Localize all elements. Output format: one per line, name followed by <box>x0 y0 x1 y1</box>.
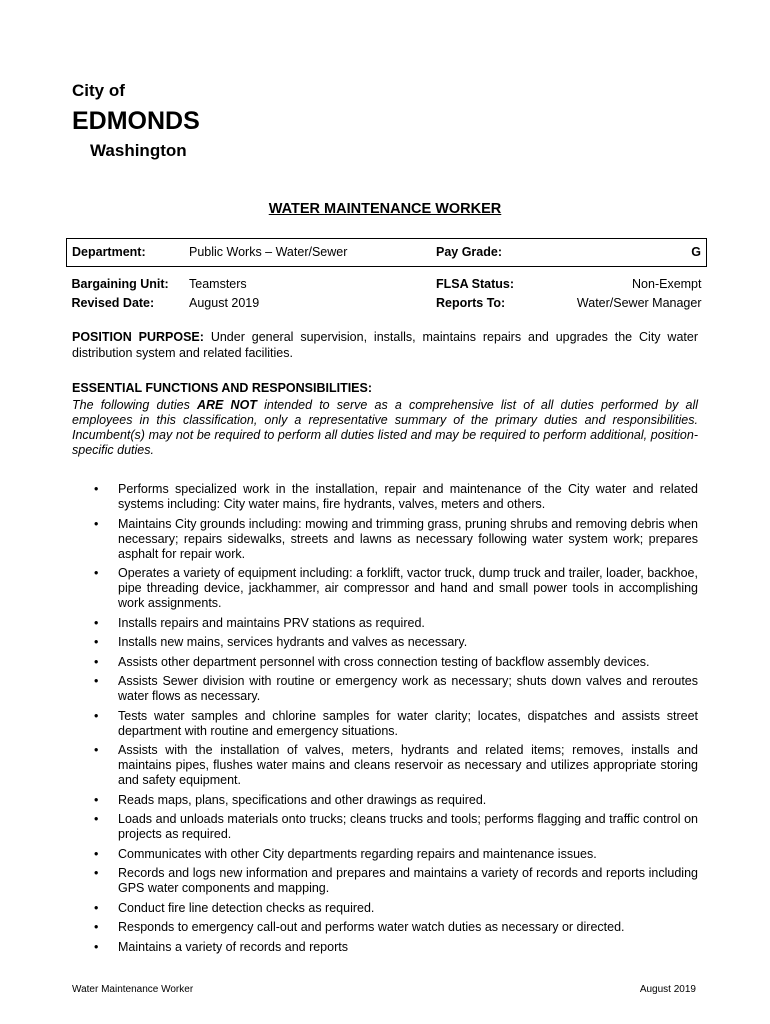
duty-text: Installs new mains, services hydrants and valves as necessary. <box>118 635 468 649</box>
bullet-icon: • <box>94 812 99 826</box>
list-item <box>72 920 698 935</box>
duty-text: Tests water samples and chlorine samples for water clarity; locates, dispatches and assists street department with routine and emergency situations. <box>118 708 698 738</box>
bullet-icon: • <box>94 866 99 880</box>
flsa-value: Non-Exempt <box>632 277 702 291</box>
bullet-icon: • <box>94 615 99 630</box>
bullet-icon: • <box>94 635 99 649</box>
list-item <box>72 793 698 808</box>
department-value: Public Works – Water/Sewer <box>184 239 431 267</box>
city-of-label: City of <box>72 81 125 100</box>
essential-functions-heading: ESSENTIAL FUNCTIONS AND RESPONSIBILITIES: <box>72 381 373 395</box>
reports-to-label: Reports To: <box>436 296 506 310</box>
bullet-icon: • <box>94 566 99 580</box>
duty-text: Performs specialized work in the installation, repair and maintenance of the City water and related systems including: City water mains, fire hydrants, valves, meters and others. <box>118 482 698 511</box>
info-row-bargaining <box>67 275 707 294</box>
revised-value: August 2019 <box>189 296 260 310</box>
duty-text: Maintains City grounds including: mowing and trimming grass, pruning shrubs and removing debris when necessary; repairs sidewalks, streets and lawns as necessary following water system work; prepares asphalt for repair work. <box>118 516 698 561</box>
duty-text: Loads and unloads materials onto trucks; cleans trucks and tools; performs flagging and traffic control on projects as required. <box>118 812 698 841</box>
list-item <box>72 709 698 739</box>
bullet-icon: • <box>94 920 99 934</box>
bullet-icon: • <box>94 708 99 723</box>
list-item <box>72 940 698 955</box>
bullet-icon: • <box>94 482 99 496</box>
list-item <box>72 743 698 788</box>
bullet-icon: • <box>94 846 99 861</box>
intro-post: intended to serve as a comprehensive list of all duties performed by all employees in this classification, only a representative summary of the primary duties and responsibilities. Incumbent(s) may not be required to perform all duties listed and may be required to perform additional, position-specific duties. <box>72 398 699 457</box>
list-item <box>72 616 698 631</box>
intro-emphasis: ARE NOT <box>197 398 257 412</box>
flsa-label: FLSA Status: <box>436 277 515 291</box>
state-name: Washington <box>90 141 187 160</box>
info-row-department <box>67 239 707 267</box>
position-purpose-label: POSITION PURPOSE: <box>72 330 204 344</box>
bargaining-label: Bargaining Unit: <box>71 277 169 291</box>
duty-text: Conduct fire line detection checks as required. <box>118 900 375 915</box>
list-item <box>72 517 698 562</box>
department-label: Department: <box>67 239 185 267</box>
bullet-icon: • <box>94 792 99 807</box>
position-purpose <box>72 329 698 361</box>
duty-text: Installs repairs and maintains PRV stations as required. <box>118 615 425 630</box>
pay-grade-value: G <box>561 239 707 267</box>
list-item <box>72 901 698 916</box>
job-title: WATER MAINTENANCE WORKER <box>268 201 502 217</box>
list-item <box>72 655 698 670</box>
list-item <box>72 847 698 862</box>
duty-text: Maintains a variety of records and reports <box>118 939 348 954</box>
duties-list <box>72 482 698 959</box>
list-item <box>72 482 698 512</box>
intro-pre: The following duties <box>72 398 197 412</box>
pay-grade-label: Pay Grade: <box>431 239 561 267</box>
job-info-table <box>66 238 707 313</box>
bullet-icon: • <box>94 939 99 954</box>
list-item <box>72 812 698 842</box>
info-spacer <box>67 267 707 276</box>
bullet-icon: • <box>94 743 99 757</box>
duty-text: Operates a variety of equipment including: a forklift, vactor truck, dump truck and trailer, loader, backhoe, pipe threading device, jackhammer, air compressor and hand and small power tools in accomplishing work assignments. <box>118 566 698 610</box>
duty-text: Assists other department personnel with cross connection testing of backflow assembly devices. <box>118 654 650 669</box>
info-row-revised <box>67 294 707 313</box>
list-item <box>72 866 698 896</box>
list-item <box>72 674 698 704</box>
duty-text: Reads maps, plans, specifications and other drawings as required. <box>118 792 487 807</box>
bullet-icon: • <box>94 674 99 688</box>
duty-text: Responds to emergency call-out and performs water watch duties as necessary or directed. <box>118 920 625 934</box>
essential-functions-intro <box>72 398 698 458</box>
duty-text: Communicates with other City departments regarding repairs and maintenance issues. <box>118 846 597 861</box>
revised-label: Revised Date: <box>71 296 155 310</box>
position-purpose-text: Under general supervision, installs, maintains repairs and upgrades the City water distribution system and related facilities. <box>72 330 699 360</box>
letterhead <box>72 80 200 162</box>
footer-title: Water Maintenance Worker <box>72 984 194 995</box>
duty-text: Assists with the installation of valves, meters, hydrants and related items; removes, installs and maintains pipes, flushes water mains and cleans reservoir as necessary and utilizes appropriate storing and safety equipment. <box>118 743 698 787</box>
duty-text: Records and logs new information and prepares and maintains a variety of records and reports including GPS water components and mapping. <box>118 866 698 895</box>
footer-date: August 2019 <box>639 984 696 995</box>
list-item <box>72 566 698 611</box>
bargaining-value: Teamsters <box>189 277 247 291</box>
duty-text: Assists Sewer division with routine or emergency work as necessary; shuts down valves and reroutes water flows as necessary. <box>118 674 698 703</box>
list-item <box>72 635 698 650</box>
city-name: EDMONDS <box>72 107 200 135</box>
bullet-icon: • <box>94 654 99 669</box>
bullet-icon: • <box>94 900 99 915</box>
bullet-icon: • <box>94 516 99 531</box>
reports-to-value: Water/Sewer Manager <box>576 296 702 310</box>
